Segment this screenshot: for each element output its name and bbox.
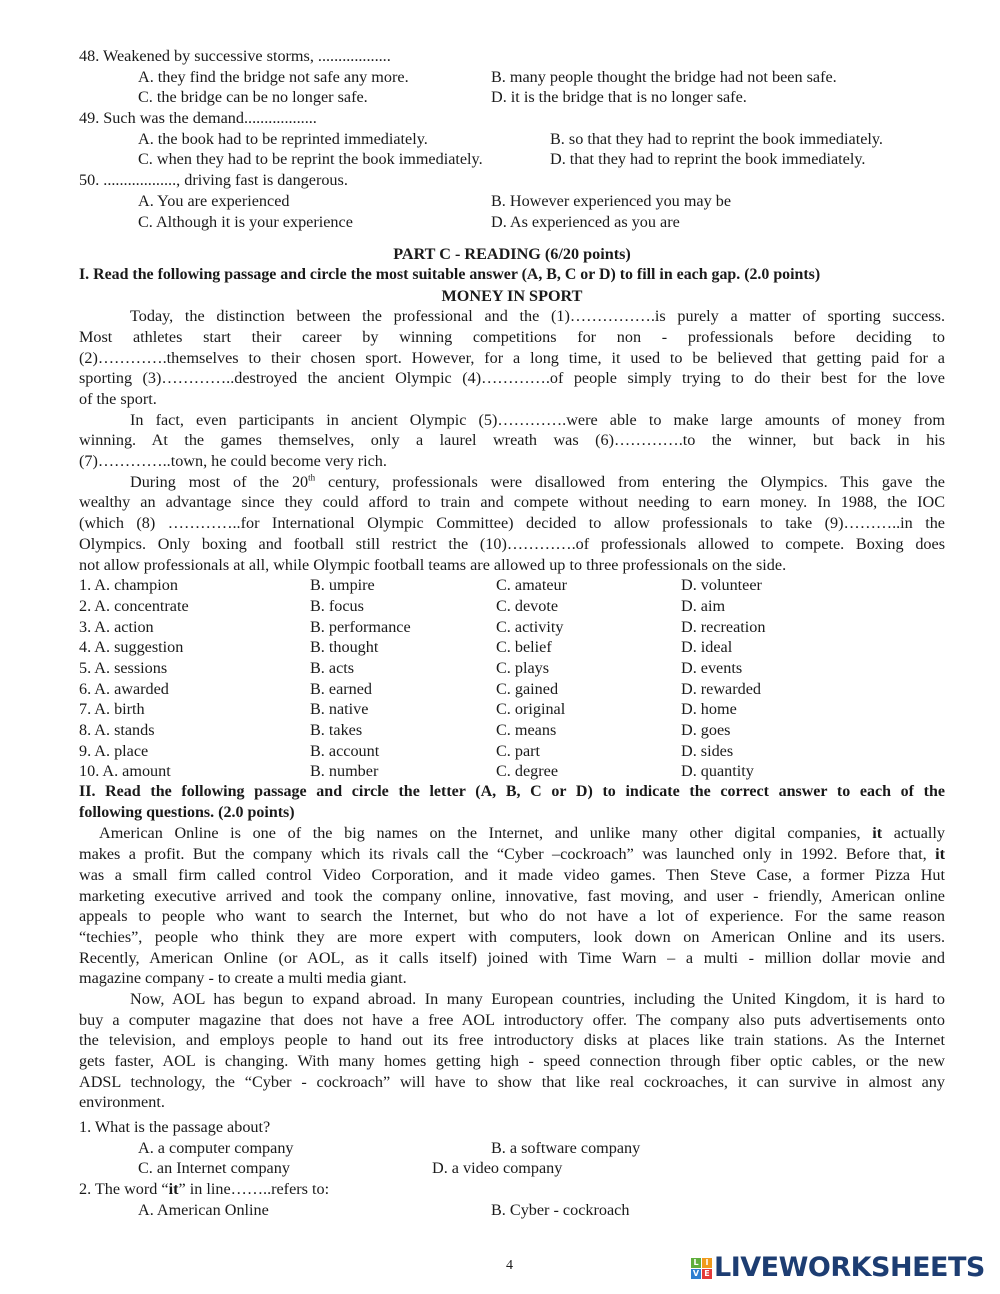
liveworksheets-logo[interactable] — [691, 1253, 985, 1283]
passage1-p3-line4: Olympics. Only boxing and football still restrict the (10)………….of professionals allowed to compete. Boxing does — [79, 534, 945, 553]
answer-9-option-a[interactable]: 9. A. place — [79, 741, 149, 760]
p3-text-post: century, professionals were disallowed from entering the Olympics. This gave the — [315, 472, 945, 491]
q1-option-a[interactable]: A. a computer company — [138, 1138, 294, 1157]
passage1-p1-line2: Most athletes start their career by winning competitions for non - professionals before deciding to — [79, 327, 945, 346]
answer-row — [79, 637, 945, 658]
question-48-options-row-1 — [79, 67, 945, 88]
answer-7-option-a[interactable]: 7. A. birth — [79, 700, 145, 719]
answer-2-option-a[interactable]: 2. A. concentrate — [79, 596, 189, 615]
option-49-a[interactable]: A. the book had to be reprinted immediately. — [138, 129, 428, 148]
answer-1-option-a[interactable]: 1. A. champion — [79, 576, 178, 595]
option-50-c[interactable]: C. Although it is your experience — [138, 212, 353, 231]
option-48-b[interactable]: B. many people thought the bridge had not been safe. — [491, 67, 837, 86]
passage1-p2-line2: winning. At the games themselves, only a laurel wreath was (6)………….to the winner, but back in his — [79, 431, 945, 450]
passage1-p2-line3: (7)…………..town, he could become very rich. — [79, 452, 387, 471]
answer-10-option-d[interactable]: D. quantity — [681, 762, 754, 781]
answer-10-option-c[interactable]: C. degree — [496, 762, 559, 781]
answer-row — [79, 679, 945, 700]
answer-5-option-b[interactable]: B. acts — [310, 658, 355, 677]
answer-6-option-a[interactable]: 6. A. awarded — [79, 679, 169, 698]
answer-5-option-d[interactable]: D. events — [681, 658, 743, 677]
logo-block-l: L — [691, 1258, 701, 1268]
worksheet-page — [79, 46, 945, 1221]
answer-8-option-c[interactable]: C. means — [496, 721, 557, 739]
passage2-p1-line4: marketing executive arrived and took the company online, innovative, fast moving, and user - friendly, American online — [79, 886, 945, 905]
answer-6-option-b[interactable]: B. earned — [310, 679, 373, 698]
passage2-p1-line3: was a small firm called control Video Corporation, and it made video games. Then Steve Case, a former Pizza Hut — [79, 865, 945, 884]
p3-text-pre: During most of the 20 — [130, 472, 309, 491]
option-49-b[interactable]: B. so that they had to reprint the book immediately. — [550, 129, 883, 148]
part-c-heading: PART C - READING (6/20 points) — [393, 245, 631, 264]
answer-6-option-c[interactable]: C. gained — [496, 679, 559, 698]
answer-1-option-b[interactable]: B. umpire — [310, 576, 375, 595]
logo-block-v: V — [692, 1268, 700, 1278]
logo-block-i: I — [702, 1258, 712, 1268]
answer-4-option-d[interactable]: D. ideal — [681, 638, 733, 657]
text: 2. The word “ — [79, 1180, 169, 1199]
answer-row — [79, 699, 945, 720]
option-48-c[interactable]: C. the bridge can be no longer safe. — [138, 88, 368, 107]
question-49-stem: 49. Such was the demand.................. — [79, 109, 317, 128]
answer-8-option-a[interactable]: 8. A. stands — [79, 721, 155, 739]
answer-3-option-c[interactable]: C. activity — [496, 617, 564, 636]
answer-7-option-d[interactable]: D. home — [681, 700, 737, 719]
q1-options-row-2 — [79, 1158, 945, 1179]
option-48-d[interactable]: D. it is the bridge that is no longer safe. — [491, 88, 747, 107]
question-49-options-row-2 — [79, 149, 945, 170]
passage1-p3-line5: not allow professionals at all, while Olympic football teams are allowed up to three professionals on the side. — [79, 555, 787, 574]
passage2-p2-line5: ADSL technology, the “Cyber - cockroach” will have to show that like real cockroaches, it can survive in almost any — [79, 1072, 945, 1091]
answer-row — [79, 761, 945, 782]
q1-option-d[interactable]: D. a video company — [432, 1159, 563, 1178]
answer-2-option-d[interactable]: D. aim — [681, 596, 726, 615]
passage1-p1-line1: Today, the distinction between the professional and the (1)…………….is purely a matter of sporting success. — [130, 307, 945, 326]
question-48-options-row-2 — [79, 87, 945, 108]
passage1-p1-line5: of the sport. — [79, 390, 157, 408]
answer-5-option-c[interactable]: C. plays — [496, 658, 550, 677]
q2-option-b[interactable]: B. Cyber - cockroach — [491, 1200, 630, 1219]
q1-option-c[interactable]: C. an Internet company — [138, 1159, 290, 1178]
bold-it: it — [872, 824, 883, 843]
answer-7-option-c[interactable]: C. original — [496, 700, 566, 719]
answer-1-option-c[interactable]: C. amateur — [496, 576, 568, 595]
option-50-d[interactable]: D. As experienced as you are — [491, 212, 680, 231]
q1-option-b[interactable]: B. a software company — [491, 1138, 641, 1157]
answer-4-option-c[interactable]: C. belief — [496, 638, 552, 657]
answer-5-option-a[interactable]: 5. A. sessions — [79, 658, 168, 677]
answer-7-option-b[interactable]: B. native — [310, 700, 369, 719]
option-49-c[interactable]: C. when they had to be reprint the book immediately. — [138, 150, 483, 169]
passage2-p1-line2 — [79, 844, 945, 865]
option-49-d[interactable]: D. that they had to reprint the book immediately. — [550, 150, 866, 169]
answer-4-option-a[interactable]: 4. A. suggestion — [79, 638, 184, 657]
text: ” in line……..refers to: — [178, 1180, 330, 1199]
passage2-p2-line6: environment. — [79, 1093, 165, 1112]
question-48-stem: 48. Weakened by successive storms, .................. — [79, 47, 391, 65]
section-2-instruction-line1: II. Read the following passage and circle the letter (A, B, C or D) to indicate the correct answer to each of the — [79, 783, 945, 801]
answer-6-option-d[interactable]: D. rewarded — [681, 679, 761, 698]
passage2-p1-line6: “techies”, people who think they are more expert with computers, look down on American Online and its users. — [79, 927, 945, 946]
passage1-p1-line4: sporting (3)…………..destroyed the ancient Olympic (4)………….of people simply trying to do their best for the love — [79, 369, 945, 388]
q1-options-row-1 — [79, 1138, 945, 1159]
passage1-p2-line1: In fact, even participants in ancient Olympic (5)………….were able to make large amounts of money from — [130, 410, 945, 429]
logo-blocks-icon — [691, 1258, 712, 1279]
option-50-b[interactable]: B. However experienced you may be — [491, 191, 732, 210]
p3-superscript: th — [308, 472, 316, 483]
bold-it: it — [168, 1180, 179, 1199]
answer-10-option-a[interactable]: 10. A. amount — [79, 762, 171, 781]
answer-9-option-b[interactable]: B. account — [310, 741, 380, 760]
passage1-p3-line3: (which (8) …………..for International Olympic Committee) decided to allow professionals to take (9)………..in the — [79, 514, 945, 533]
passage2-p2-line4: gets faster, AOL is changing. With many homes getting high - speed connection through fiber optic cables, or the new — [79, 1052, 945, 1070]
passage2-p1-line5: appeals to people who want to search the Internet, but who do not have a lot of experience. For the same reason — [79, 907, 945, 926]
answer-3-option-a[interactable]: 3. A. action — [79, 617, 154, 636]
passage2-p2-line2: buy a computer magazine that does not have a free AOL introductory offer. The company also puts advertisements onto — [79, 1010, 945, 1029]
q1-stem: 1. What is the passage about? — [79, 1118, 271, 1137]
question-50-options-row-2 — [79, 212, 945, 233]
section-2-instruction-line2: following questions. (2.0 points) — [79, 803, 295, 821]
q2-options-row-1 — [79, 1200, 945, 1221]
answer-row — [79, 741, 945, 762]
passage2-p1-line7: Recently, American Online (or AOL, as it calls itself) joined with Time Warn – a multi - million dollar movie and — [79, 948, 945, 967]
answer-10-option-b[interactable]: B. number — [310, 762, 379, 781]
passage-title: MONEY IN SPORT — [441, 286, 583, 305]
question-49-options-row-1 — [79, 129, 945, 150]
passage2-p1-line1 — [79, 823, 945, 844]
option-50-a[interactable]: A. You are experienced — [138, 191, 290, 210]
answer-8-option-b[interactable]: B. takes — [310, 721, 363, 739]
spacer — [79, 232, 945, 244]
answer-3-option-b[interactable]: B. performance — [310, 617, 411, 636]
q2-stem — [79, 1179, 945, 1200]
bold-it: it — [935, 845, 945, 864]
logo-text: LIVEWORKSHEETS — [714, 1252, 985, 1283]
passage2-p1-line8: magazine company - to create a multi media giant. — [79, 969, 407, 988]
option-48-a[interactable]: A. they find the bridge not safe any more. — [138, 67, 409, 86]
answer-3-option-d[interactable]: D. recreation — [681, 617, 766, 636]
text: actually — [882, 824, 945, 843]
answer-2-option-b[interactable]: B. focus — [310, 596, 364, 615]
answer-4-option-b[interactable]: B. thought — [310, 638, 379, 657]
passage2-p2-line1: Now, AOL has begun to expand abroad. In many European countries, including the United Kingdom, it is hard to — [130, 989, 945, 1008]
answer-row — [79, 720, 945, 741]
passage1-p3-line1 — [79, 472, 945, 493]
answer-row — [79, 658, 945, 679]
answer-9-option-c[interactable]: C. part — [496, 741, 541, 760]
text: American Online is one of the big names on the Internet, and unlike many other digital companies, — [99, 824, 873, 843]
answer-2-option-c[interactable]: C. devote — [496, 596, 559, 615]
q2-option-a[interactable]: A. American Online — [138, 1200, 269, 1219]
text: makes a profit. But the company which its rivals call the “Cyber –cockroach” was launched only in 1992. Before that, — [79, 845, 936, 864]
passage1-p1-line3: (2)………….themselves to their chosen sport. However, for a long time, it used to be believed that getting paid for a — [79, 348, 945, 367]
answer-grid — [79, 575, 945, 782]
logo-block-e: E — [702, 1269, 712, 1279]
answer-1-option-d[interactable]: D. volunteer — [681, 576, 762, 595]
answer-row — [79, 596, 945, 617]
answer-8-option-d[interactable]: D. goes — [681, 721, 731, 739]
answer-9-option-d[interactable]: D. sides — [681, 741, 734, 760]
answer-row — [79, 617, 945, 638]
passage1-p3-line2: wealthy an advantage since they could afford to train and compete without needing to earn money. In 1988, the IOC — [79, 493, 945, 512]
page-number: 4 — [506, 1258, 513, 1273]
passage2-p2-line3: the television, and employs people to hand out its free introductory disks at places like train stations. As the Internet — [79, 1031, 945, 1050]
question-50-options-row-1 — [79, 191, 945, 212]
answer-row — [79, 575, 945, 596]
section-1-instruction: I. Read the following passage and circle the most suitable answer (A, B, C or D) to fill in each gap. (2.0 points) — [79, 265, 821, 283]
question-50-stem: 50. .................., driving fast is dangerous. — [79, 171, 348, 190]
